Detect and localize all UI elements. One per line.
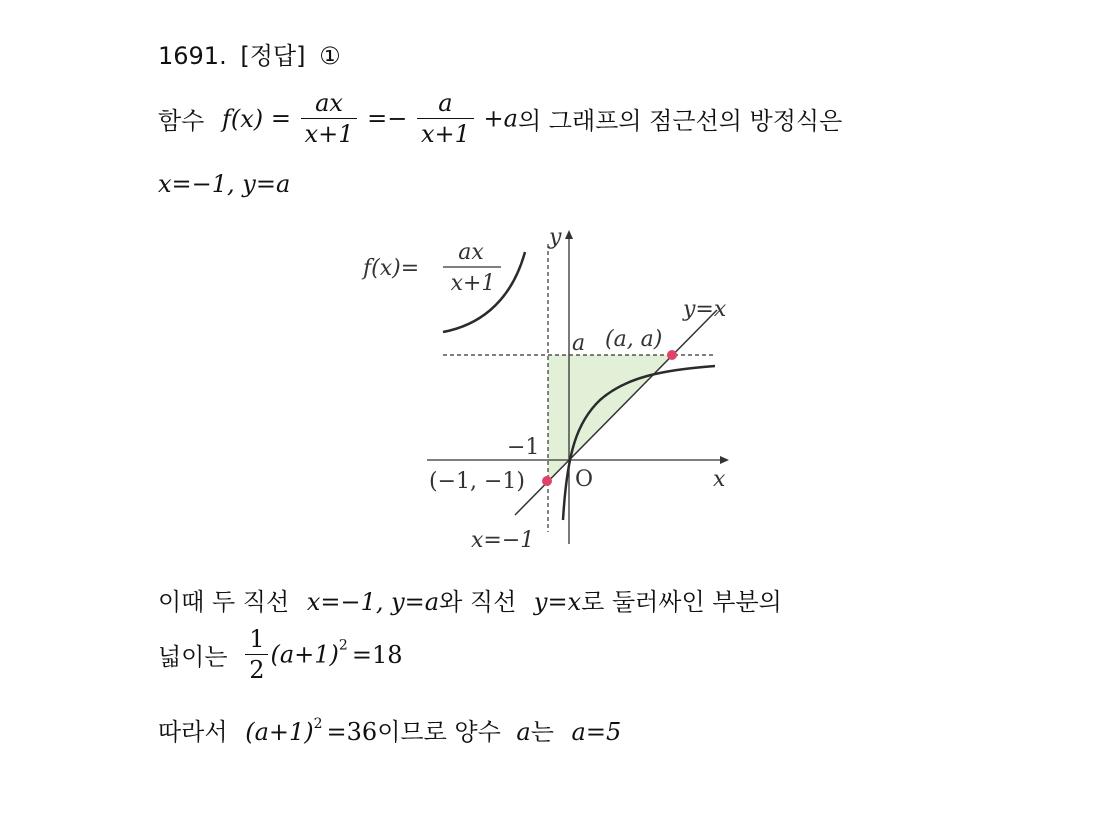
half-denominator: 2 xyxy=(245,654,268,685)
area-line xyxy=(158,624,402,685)
point-minus1-minus1 xyxy=(542,476,552,486)
fraction-1 xyxy=(301,88,358,149)
minus1-tick-label: −1 xyxy=(507,435,540,460)
fraction-2-denominator: x+1 xyxy=(417,118,474,149)
function-lhs: f(x) xyxy=(222,104,264,133)
half-fraction xyxy=(245,624,268,685)
conclusion-var: a xyxy=(516,718,531,746)
area-result: =18 xyxy=(351,640,403,669)
function-label-lhs: f(x)= xyxy=(363,256,420,281)
line5-mid: 이므로 양수 xyxy=(377,718,501,746)
area-exponent: 2 xyxy=(338,637,348,654)
fraction-1-numerator: ax xyxy=(315,89,343,117)
line5-lead: 따라서 xyxy=(158,718,228,746)
line3-line-eq: y=x xyxy=(533,588,582,616)
conclusion-expression: (a+1) xyxy=(245,718,314,746)
fraction-1-denominator: x+1 xyxy=(301,118,358,149)
a-tick-label: a xyxy=(572,331,586,356)
vertical-asymptote-label: x=−1 xyxy=(471,528,535,553)
line3-mid: 와 직선 xyxy=(439,588,517,616)
equals-sign: = xyxy=(270,104,291,133)
area-expression: (a+1) xyxy=(270,640,339,669)
line3-equations: x=−1, y=a xyxy=(306,588,440,616)
half-numerator: 1 xyxy=(249,625,265,653)
answer-tag: [정답] xyxy=(240,42,306,70)
line5-mid2: 는 xyxy=(530,718,554,746)
function-label-numerator: ax xyxy=(458,240,484,265)
line-y-equals-x-label: y=x xyxy=(683,297,727,322)
origin-label: O xyxy=(575,467,594,492)
line1-lead: 함수 xyxy=(158,107,205,135)
fraction-2 xyxy=(417,88,474,149)
answer-mark: ① xyxy=(319,42,341,70)
y-axis-arrow xyxy=(565,230,573,239)
line3-lead: 이때 두 직선 xyxy=(158,588,290,616)
conclusion-line xyxy=(158,712,621,747)
problem-header xyxy=(158,36,341,71)
asymptote-equations: x=−1, y=a xyxy=(158,170,291,198)
line3-tail: 로 둘러싸인 부분의 xyxy=(581,588,782,616)
y-axis-label: y xyxy=(549,225,562,250)
x-axis-label: x xyxy=(713,467,726,492)
x-axis-arrow xyxy=(720,456,729,464)
line1-tail: 의 그래프의 점근선의 방정식은 xyxy=(517,107,843,135)
point-a-a xyxy=(667,350,677,360)
fraction-2-numerator: a xyxy=(438,89,453,117)
graph-figure xyxy=(355,222,755,557)
point-a-a-label: (a, a) xyxy=(605,327,663,352)
plus-a: +a xyxy=(483,104,518,133)
bounded-region-line xyxy=(158,582,782,617)
function-definition-line xyxy=(158,88,842,149)
conclusion-rhs: =36 xyxy=(326,718,378,746)
conclusion-exponent: 2 xyxy=(313,716,323,732)
function-label-denominator: x+1 xyxy=(450,271,496,296)
equals-minus: =− xyxy=(367,104,408,133)
line4-lead: 넓이는 xyxy=(158,643,228,671)
point-minus1-label: (−1, −1) xyxy=(429,469,526,494)
conclusion-result: a=5 xyxy=(571,718,622,746)
problem-number: 1691. xyxy=(158,42,227,70)
